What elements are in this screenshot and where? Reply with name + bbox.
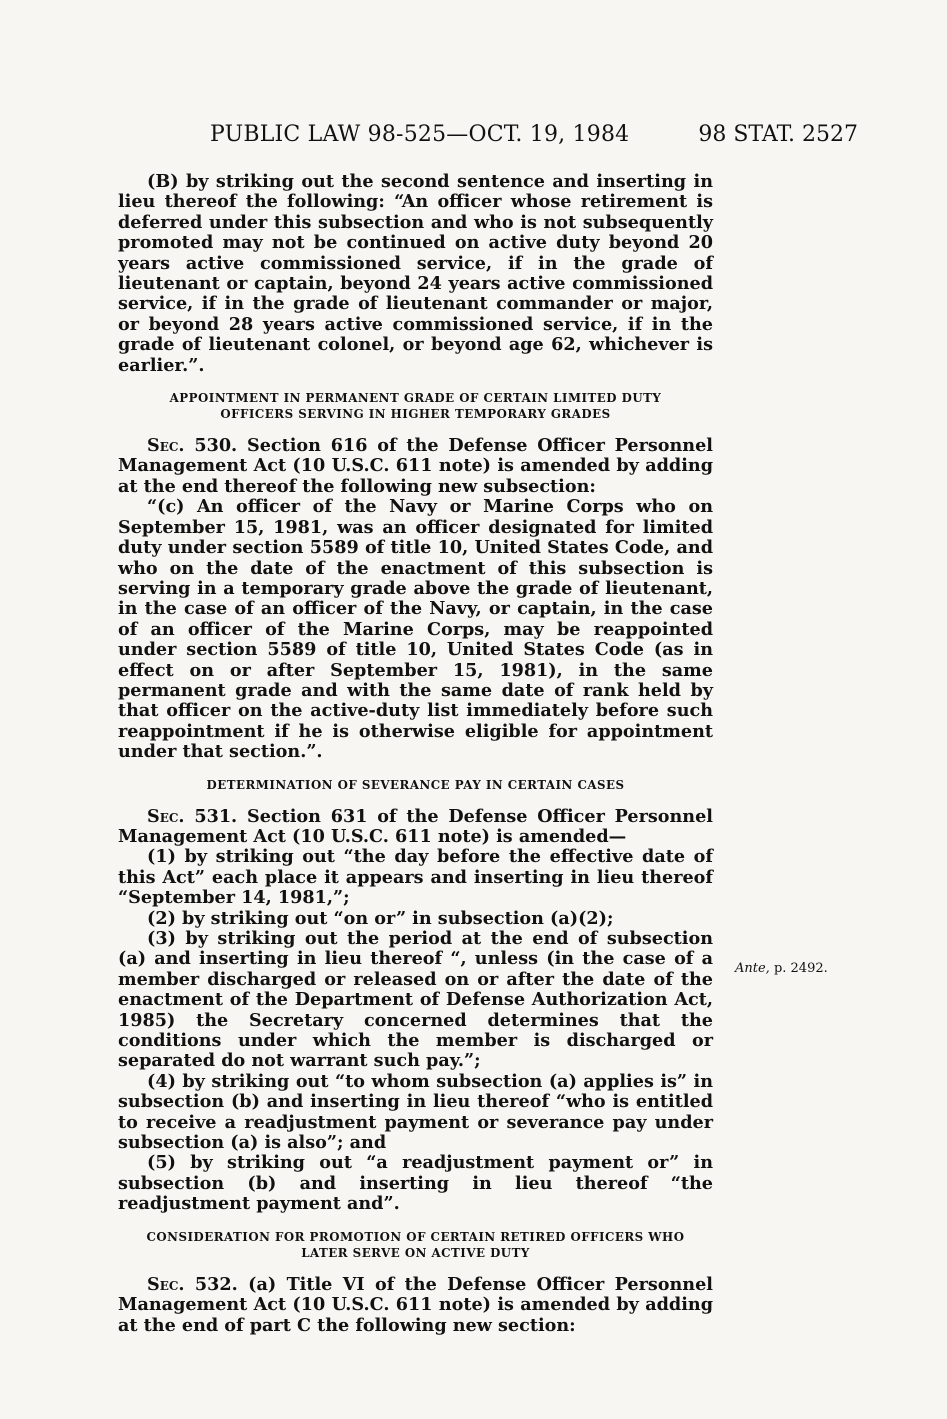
section-531-intro xyxy=(118,807,713,848)
section-532-heading xyxy=(118,1229,713,1261)
margin-citation-text: p. 2492. xyxy=(769,961,828,976)
list-item: (1) by striking out “the day before the effective date of this Act” each place it appears and inserting in lieu thereof “September 14, 1981,”; xyxy=(118,846,713,909)
section-label: Sec. 532. xyxy=(147,1273,238,1295)
section-532-intro xyxy=(118,1275,713,1336)
list-item: (3) by striking out the period at the end of subsection (a) and inserting in lieu thereof “, unless (in the case of a member discharged or released on or after the date of the enactment of the Department of Defense Authorization Act, 1985) the Secretary concerned determines that the conditions under which the member is discharged or separated do not warrant such pay.”; xyxy=(118,928,713,1072)
section-text: (a) Title VI of the Defense Officer Personnel Management Act (10 U.S.C. 611 note) is amended by adding at the end of part C the following new section: xyxy=(118,1273,713,1336)
heading-line: APPOINTMENT IN PERMANENT GRADE OF CERTAIN LIMITED DUTY xyxy=(169,391,662,406)
section-label: Sec. 531. xyxy=(147,805,238,827)
section-text: Section 616 of the Defense Officer Personnel Management Act (10 U.S.C. 611 note) is amended by adding at the end thereof the following new subsection: xyxy=(118,435,713,497)
page-title: PUBLIC LAW 98-525—OCT. 19, 1984 xyxy=(210,122,630,147)
paragraph-b: (B) by striking out the second sentence and inserting in lieu thereof the following: “An officer whose retirement is deferred under this subsection and who is not subsequently promoted may not be continued on active duty beyond 20 years active commissioned service, if in the grade of lieutenant or captain, beyond 24 years active commissioned service, if in the grade of lieutenant commander or major, or beyond 28 years active commissioned service, if in the grade of lieutenant colonel, or beyond age 62, whichever is earlier.”. xyxy=(118,171,713,376)
section-530-heading xyxy=(118,390,713,422)
page-header xyxy=(118,122,858,156)
heading-line: CONSIDERATION FOR PROMOTION OF CERTAIN RETIRED OFFICERS WHO xyxy=(146,1229,685,1244)
section-530-intro xyxy=(118,436,713,497)
heading-line: OFFICERS SERVING IN HIGHER TEMPORARY GRADES xyxy=(220,407,611,422)
margin-citation xyxy=(735,961,828,976)
list-item: (5) by striking out “a readjustment payment or” in subsection (b) and inserting in lieu thereof “the readjustment payment and”. xyxy=(118,1152,713,1215)
heading-line: LATER SERVE ON ACTIVE DUTY xyxy=(301,1245,530,1260)
section-label: Sec. 530. xyxy=(147,435,238,457)
section-530-subsection-c: “(c) An officer of the Navy or Marine Corps who on September 15, 1981, was an officer designated for limited duty under section 5589 of title 10, United States Code, and who on the date of the enactment of this subsection is serving in a temporary grade above the grade of lieutenant, in the case of an officer of the Navy, or captain, in the case of an officer of the Marine Corps, may be reappointed under section 5589 of title 10, United States Code (as in effect on or after September 15, 1981), in the same permanent grade and with the same date of rank held by that officer on the active-duty list immediately before such reappointment if he is otherwise eligible for appointment under that section.”. xyxy=(118,496,713,763)
list-item: (4) by striking out “to whom subsection (a) applies is” in subsection (b) and inserting in lieu thereof “who is entitled to receive a readjustment payment or severance pay under subsection (a) is also”; and xyxy=(118,1070,713,1154)
section-text: Section 631 of the Defense Officer Personnel Management Act (10 U.S.C. 611 note) is amended— xyxy=(118,805,713,847)
section-531-heading: DETERMINATION OF SEVERANCE PAY IN CERTAIN CASES xyxy=(206,777,625,792)
margin-citation-italic: Ante, xyxy=(735,961,770,976)
list-item: (2) by striking out “on or” in subsection (a)(2); xyxy=(147,907,614,929)
body-text xyxy=(118,172,713,1336)
statute-page-number: 98 STAT. 2527 xyxy=(698,122,858,147)
